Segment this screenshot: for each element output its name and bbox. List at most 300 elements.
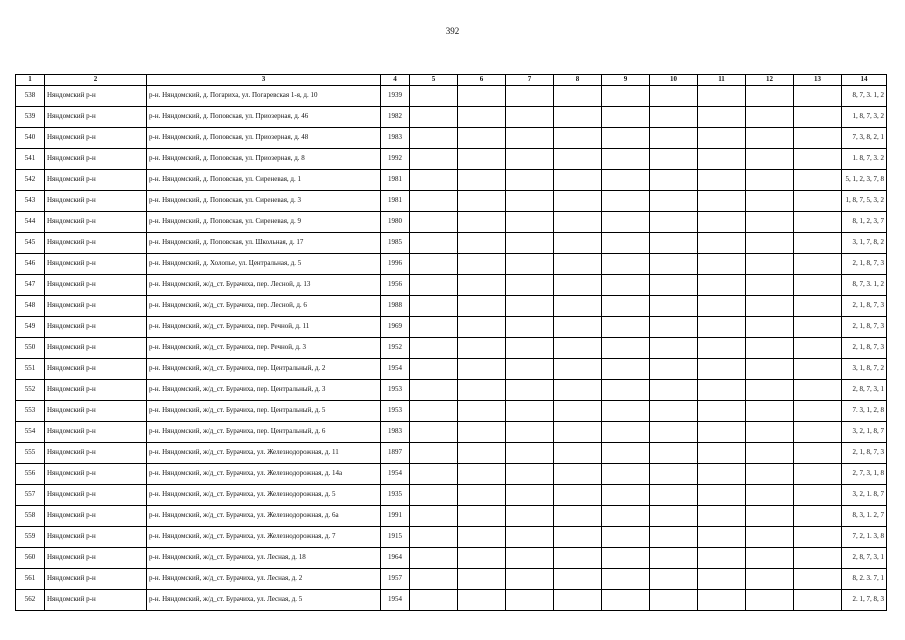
address-cell: р-н. Няндомский, ж/д_ст. Бурачиха, пер. Центральный, д. 3 xyxy=(147,380,381,401)
empty-cell xyxy=(650,275,698,296)
empty-cell xyxy=(794,212,842,233)
row-number: 538 xyxy=(16,86,45,107)
row-number: 558 xyxy=(16,506,45,527)
empty-cell xyxy=(602,380,650,401)
empty-cell xyxy=(794,569,842,590)
empty-cell xyxy=(746,149,794,170)
empty-cell xyxy=(458,506,506,527)
empty-cell xyxy=(554,128,602,149)
empty-cell xyxy=(746,86,794,107)
empty-cell xyxy=(506,401,554,422)
empty-cell xyxy=(554,443,602,464)
empty-cell xyxy=(650,422,698,443)
empty-cell xyxy=(410,212,458,233)
year-cell: 1980 xyxy=(381,212,410,233)
empty-cell xyxy=(410,338,458,359)
empty-cell xyxy=(794,359,842,380)
empty-cell xyxy=(602,359,650,380)
empty-cell xyxy=(554,86,602,107)
empty-cell xyxy=(554,317,602,338)
code-cell: 3, 2, 1, 8, 7 xyxy=(842,422,887,443)
column-header: 13 xyxy=(794,75,842,86)
row-number: 560 xyxy=(16,548,45,569)
district-cell: Няндомский р-н xyxy=(45,548,147,569)
empty-cell xyxy=(650,149,698,170)
empty-cell xyxy=(746,212,794,233)
row-number: 562 xyxy=(16,590,45,611)
empty-cell xyxy=(602,338,650,359)
empty-cell xyxy=(698,233,746,254)
empty-cell xyxy=(698,422,746,443)
row-number: 555 xyxy=(16,443,45,464)
table-row xyxy=(16,569,887,590)
empty-cell xyxy=(410,254,458,275)
empty-cell xyxy=(746,233,794,254)
row-number: 543 xyxy=(16,191,45,212)
empty-cell xyxy=(698,338,746,359)
empty-cell xyxy=(794,170,842,191)
empty-cell xyxy=(794,443,842,464)
empty-cell xyxy=(458,485,506,506)
district-cell: Няндомский р-н xyxy=(45,296,147,317)
empty-cell xyxy=(554,170,602,191)
empty-cell xyxy=(746,548,794,569)
empty-cell xyxy=(746,170,794,191)
empty-cell xyxy=(794,380,842,401)
empty-cell xyxy=(506,338,554,359)
empty-cell xyxy=(650,191,698,212)
empty-cell xyxy=(698,548,746,569)
year-cell: 1953 xyxy=(381,380,410,401)
empty-cell xyxy=(410,359,458,380)
code-cell: 2, 1, 8, 7, 3 xyxy=(842,254,887,275)
empty-cell xyxy=(410,380,458,401)
empty-cell xyxy=(410,149,458,170)
empty-cell xyxy=(458,338,506,359)
column-header: 1 xyxy=(16,75,45,86)
empty-cell xyxy=(554,275,602,296)
address-cell: р-н. Няндомский, д. Поповская, ул. Школьная, д. 17 xyxy=(147,233,381,254)
code-cell: 2, 1, 8, 7, 3 xyxy=(842,317,887,338)
district-cell: Няндомский р-н xyxy=(45,485,147,506)
empty-cell xyxy=(602,401,650,422)
row-number: 540 xyxy=(16,128,45,149)
code-cell: 2, 1, 8, 7, 3 xyxy=(842,443,887,464)
empty-cell xyxy=(698,275,746,296)
empty-cell xyxy=(410,401,458,422)
empty-cell xyxy=(698,443,746,464)
code-cell: 2, 8, 7, 3, 1 xyxy=(842,380,887,401)
empty-cell xyxy=(650,317,698,338)
empty-cell xyxy=(506,527,554,548)
empty-cell xyxy=(554,191,602,212)
empty-cell xyxy=(698,485,746,506)
empty-cell xyxy=(458,128,506,149)
address-cell: р-н. Няндомский, д. Поповская, ул. Сиреневая, д. 9 xyxy=(147,212,381,233)
table-row xyxy=(16,149,887,170)
column-header: 9 xyxy=(602,75,650,86)
empty-cell xyxy=(746,359,794,380)
year-cell: 1969 xyxy=(381,317,410,338)
empty-cell xyxy=(794,149,842,170)
table-row xyxy=(16,548,887,569)
empty-cell xyxy=(506,317,554,338)
empty-cell xyxy=(698,296,746,317)
table-row xyxy=(16,464,887,485)
empty-cell xyxy=(554,569,602,590)
column-header: 11 xyxy=(698,75,746,86)
empty-cell xyxy=(794,254,842,275)
empty-cell xyxy=(746,527,794,548)
empty-cell xyxy=(650,359,698,380)
empty-cell xyxy=(794,338,842,359)
table-row xyxy=(16,422,887,443)
district-cell: Няндомский р-н xyxy=(45,464,147,485)
row-number: 553 xyxy=(16,401,45,422)
code-cell: 3, 1, 8, 7, 2 xyxy=(842,359,887,380)
table-row xyxy=(16,191,887,212)
empty-cell xyxy=(410,275,458,296)
column-header: 12 xyxy=(746,75,794,86)
empty-cell xyxy=(602,86,650,107)
empty-cell xyxy=(650,401,698,422)
empty-cell xyxy=(458,422,506,443)
row-number: 550 xyxy=(16,338,45,359)
empty-cell xyxy=(698,401,746,422)
code-cell: 7, 3, 8, 2, 1 xyxy=(842,128,887,149)
empty-cell xyxy=(746,128,794,149)
year-cell: 1939 xyxy=(381,86,410,107)
empty-cell xyxy=(698,149,746,170)
empty-cell xyxy=(746,569,794,590)
empty-cell xyxy=(746,464,794,485)
row-number: 561 xyxy=(16,569,45,590)
address-cell: р-н. Няндомский, ж/д_ст. Бурачиха, пер. Центральный, д. 5 xyxy=(147,401,381,422)
empty-cell xyxy=(506,275,554,296)
table-body xyxy=(16,86,887,611)
table-row xyxy=(16,233,887,254)
empty-cell xyxy=(650,569,698,590)
code-cell: 2, 7, 3, 1, 8 xyxy=(842,464,887,485)
empty-cell xyxy=(794,107,842,128)
row-number: 556 xyxy=(16,464,45,485)
empty-cell xyxy=(506,296,554,317)
empty-cell xyxy=(506,170,554,191)
empty-cell xyxy=(554,506,602,527)
table-row xyxy=(16,506,887,527)
year-cell: 1991 xyxy=(381,506,410,527)
empty-cell xyxy=(794,275,842,296)
year-cell: 1992 xyxy=(381,149,410,170)
year-cell: 1981 xyxy=(381,170,410,191)
year-cell: 1985 xyxy=(381,233,410,254)
column-header: 2 xyxy=(45,75,147,86)
empty-cell xyxy=(794,590,842,611)
district-cell: Няндомский р-н xyxy=(45,128,147,149)
address-cell: р-н. Няндомский, д. Поповская, ул. Приозерная, д. 48 xyxy=(147,128,381,149)
table-row xyxy=(16,128,887,149)
address-cell: р-н. Няндомский, д. Поповская, ул. Приозерная, д. 46 xyxy=(147,107,381,128)
empty-cell xyxy=(602,275,650,296)
code-cell: 2, 1, 8, 7, 3 xyxy=(842,338,887,359)
address-cell: р-н. Няндомский, ж/д_ст. Бурачиха, пер. Речной, д. 11 xyxy=(147,317,381,338)
code-cell: 8, 7, 3. 1, 2 xyxy=(842,86,887,107)
row-number: 546 xyxy=(16,254,45,275)
year-cell: 1954 xyxy=(381,464,410,485)
empty-cell xyxy=(410,506,458,527)
empty-cell xyxy=(410,527,458,548)
empty-cell xyxy=(506,443,554,464)
empty-cell xyxy=(410,464,458,485)
empty-cell xyxy=(410,443,458,464)
empty-cell xyxy=(506,191,554,212)
empty-cell xyxy=(506,464,554,485)
empty-cell xyxy=(458,212,506,233)
page-number: 392 xyxy=(445,26,460,36)
empty-cell xyxy=(554,149,602,170)
empty-cell xyxy=(602,149,650,170)
empty-cell xyxy=(602,590,650,611)
empty-cell xyxy=(506,380,554,401)
empty-cell xyxy=(458,464,506,485)
empty-cell xyxy=(746,275,794,296)
empty-cell xyxy=(698,317,746,338)
address-cell: р-н. Няндомский, ж/д_ст. Бурачиха, ул. Железнодорожная, д. 7 xyxy=(147,527,381,548)
district-cell: Няндомский р-н xyxy=(45,317,147,338)
empty-cell xyxy=(650,443,698,464)
address-cell: р-н. Няндомский, д. Поповская, ул. Сиреневая, д. 1 xyxy=(147,170,381,191)
empty-cell xyxy=(650,527,698,548)
row-number: 551 xyxy=(16,359,45,380)
empty-cell xyxy=(698,86,746,107)
code-cell: 8, 2. 3. 7, 1 xyxy=(842,569,887,590)
empty-cell xyxy=(602,254,650,275)
empty-cell xyxy=(602,443,650,464)
row-number: 552 xyxy=(16,380,45,401)
empty-cell xyxy=(746,506,794,527)
empty-cell xyxy=(746,422,794,443)
column-header: 6 xyxy=(458,75,506,86)
code-cell: 8, 7, 3. 1, 2 xyxy=(842,275,887,296)
empty-cell xyxy=(554,338,602,359)
empty-cell xyxy=(554,380,602,401)
district-cell: Няндомский р-н xyxy=(45,590,147,611)
year-cell: 1983 xyxy=(381,422,410,443)
empty-cell xyxy=(410,422,458,443)
empty-cell xyxy=(458,275,506,296)
empty-cell xyxy=(650,590,698,611)
district-cell: Няндомский р-н xyxy=(45,401,147,422)
empty-cell xyxy=(602,212,650,233)
empty-cell xyxy=(554,233,602,254)
empty-cell xyxy=(410,296,458,317)
row-number: 541 xyxy=(16,149,45,170)
empty-cell xyxy=(746,296,794,317)
empty-cell xyxy=(506,569,554,590)
row-number: 559 xyxy=(16,527,45,548)
empty-cell xyxy=(410,485,458,506)
empty-cell xyxy=(602,422,650,443)
district-cell: Няндомский р-н xyxy=(45,527,147,548)
year-cell: 1953 xyxy=(381,401,410,422)
empty-cell xyxy=(746,107,794,128)
code-cell: 2, 1, 8, 7, 3 xyxy=(842,296,887,317)
year-cell: 1956 xyxy=(381,275,410,296)
code-cell: 8, 1, 2, 3, 7 xyxy=(842,212,887,233)
empty-cell xyxy=(698,380,746,401)
empty-cell xyxy=(650,464,698,485)
empty-cell xyxy=(458,233,506,254)
empty-cell xyxy=(410,590,458,611)
empty-cell xyxy=(458,527,506,548)
empty-cell xyxy=(458,107,506,128)
year-cell: 1897 xyxy=(381,443,410,464)
table-row xyxy=(16,107,887,128)
empty-cell xyxy=(458,443,506,464)
empty-cell xyxy=(506,506,554,527)
address-cell: р-н. Няндомский, ж/д_ст. Бурачиха, пер. Центральный, д. 2 xyxy=(147,359,381,380)
address-cell: р-н. Няндомский, д. Холопье, ул. Центральная, д. 5 xyxy=(147,254,381,275)
empty-cell xyxy=(650,485,698,506)
empty-cell xyxy=(458,191,506,212)
empty-cell xyxy=(602,191,650,212)
empty-cell xyxy=(602,464,650,485)
code-cell: 2, 8, 7, 3, 1 xyxy=(842,548,887,569)
row-number: 542 xyxy=(16,170,45,191)
year-cell: 1982 xyxy=(381,107,410,128)
row-number: 557 xyxy=(16,485,45,506)
year-cell: 1957 xyxy=(381,569,410,590)
district-cell: Няндомский р-н xyxy=(45,191,147,212)
empty-cell xyxy=(794,128,842,149)
code-cell: 1, 8, 7, 3, 2 xyxy=(842,107,887,128)
district-cell: Няндомский р-н xyxy=(45,170,147,191)
empty-cell xyxy=(794,548,842,569)
year-cell: 1981 xyxy=(381,191,410,212)
year-cell: 1954 xyxy=(381,359,410,380)
district-cell: Няндомский р-н xyxy=(45,422,147,443)
empty-cell xyxy=(554,359,602,380)
empty-cell xyxy=(410,170,458,191)
empty-cell xyxy=(410,191,458,212)
table-row xyxy=(16,296,887,317)
empty-cell xyxy=(746,485,794,506)
empty-cell xyxy=(746,254,794,275)
district-cell: Няндомский р-н xyxy=(45,380,147,401)
address-cell: р-н. Няндомский, ж/д_ст. Бурачиха, ул. Железнодорожная, д. 5 xyxy=(147,485,381,506)
row-number: 544 xyxy=(16,212,45,233)
empty-cell xyxy=(698,464,746,485)
empty-cell xyxy=(410,548,458,569)
table-row xyxy=(16,212,887,233)
code-cell: 5, 1, 2, 3, 7, 8 xyxy=(842,170,887,191)
empty-cell xyxy=(698,359,746,380)
table-row xyxy=(16,338,887,359)
empty-cell xyxy=(794,527,842,548)
address-cell: р-н. Няндомский, ж/д_ст. Бурачиха, пер. Лесной, д. 13 xyxy=(147,275,381,296)
year-cell: 1983 xyxy=(381,128,410,149)
table-row xyxy=(16,86,887,107)
empty-cell xyxy=(458,590,506,611)
empty-cell xyxy=(458,359,506,380)
table-row xyxy=(16,275,887,296)
empty-cell xyxy=(410,107,458,128)
empty-cell xyxy=(506,128,554,149)
column-header: 5 xyxy=(410,75,458,86)
empty-cell xyxy=(698,254,746,275)
empty-cell xyxy=(506,107,554,128)
empty-cell xyxy=(458,401,506,422)
empty-cell xyxy=(746,317,794,338)
address-cell: р-н. Няндомский, ж/д_ст. Бурачиха, пер. Речной, д. 3 xyxy=(147,338,381,359)
empty-cell xyxy=(554,422,602,443)
empty-cell xyxy=(602,107,650,128)
row-number: 545 xyxy=(16,233,45,254)
empty-cell xyxy=(602,296,650,317)
row-number: 547 xyxy=(16,275,45,296)
empty-cell xyxy=(602,128,650,149)
empty-cell xyxy=(458,548,506,569)
year-cell: 1988 xyxy=(381,296,410,317)
empty-cell xyxy=(602,485,650,506)
empty-cell xyxy=(410,233,458,254)
empty-cell xyxy=(650,296,698,317)
empty-cell xyxy=(698,527,746,548)
empty-cell xyxy=(554,212,602,233)
district-cell: Няндомский р-н xyxy=(45,149,147,170)
district-cell: Няндомский р-н xyxy=(45,359,147,380)
row-number: 539 xyxy=(16,107,45,128)
empty-cell xyxy=(506,233,554,254)
empty-cell xyxy=(506,485,554,506)
empty-cell xyxy=(506,149,554,170)
table-row xyxy=(16,359,887,380)
empty-cell xyxy=(650,170,698,191)
empty-cell xyxy=(506,590,554,611)
empty-cell xyxy=(650,233,698,254)
district-cell: Няндомский р-н xyxy=(45,443,147,464)
table-row xyxy=(16,401,887,422)
district-cell: Няндомский р-н xyxy=(45,233,147,254)
empty-cell xyxy=(698,212,746,233)
row-number: 548 xyxy=(16,296,45,317)
empty-cell xyxy=(746,443,794,464)
empty-cell xyxy=(554,296,602,317)
empty-cell xyxy=(794,317,842,338)
table-row xyxy=(16,527,887,548)
empty-cell xyxy=(554,401,602,422)
empty-cell xyxy=(602,569,650,590)
table-row xyxy=(16,317,887,338)
empty-cell xyxy=(410,128,458,149)
column-header: 8 xyxy=(554,75,602,86)
empty-cell xyxy=(554,527,602,548)
district-cell: Няндомский р-н xyxy=(45,569,147,590)
code-cell: 1. 8, 7, 3. 2 xyxy=(842,149,887,170)
empty-cell xyxy=(602,317,650,338)
table-row xyxy=(16,590,887,611)
empty-cell xyxy=(794,422,842,443)
code-cell: 8, 3, 1. 2, 7 xyxy=(842,506,887,527)
empty-cell xyxy=(698,107,746,128)
empty-cell xyxy=(794,86,842,107)
empty-cell xyxy=(650,506,698,527)
empty-cell xyxy=(602,548,650,569)
empty-cell xyxy=(698,506,746,527)
district-cell: Няндомский р-н xyxy=(45,275,147,296)
empty-cell xyxy=(410,569,458,590)
table-row xyxy=(16,170,887,191)
